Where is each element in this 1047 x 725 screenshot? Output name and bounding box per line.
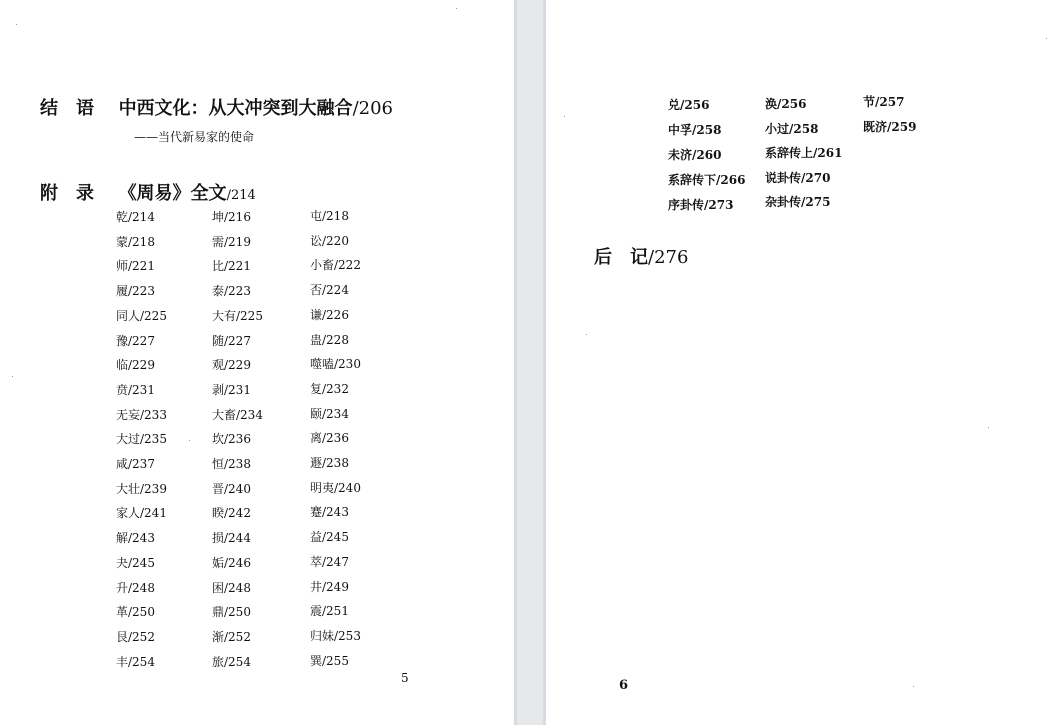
toc-entry: 乾/214 [116,210,155,224]
toc-entry: 坎/236 [212,432,251,447]
conclusion-subtitle: ——当代新易家的使命 [134,130,255,144]
toc-entry: 观/229 [212,358,251,373]
toc-entry: 大过/235 [116,432,167,447]
toc-entry: 否/224 [310,283,349,298]
toc-entry: 蛊/228 [310,332,349,347]
toc-entry: 未济/260 [668,148,722,162]
toc-entry: 晋/240 [212,481,251,496]
toc-entry: 蹇/243 [310,505,349,520]
toc-entry: 需/219 [212,234,251,249]
toc-entry: 豫/227 [116,333,155,348]
toc-entry: 遯/238 [310,456,349,470]
toc-entry: 益/245 [310,530,349,545]
toc-entry: 涣/256 [765,97,807,111]
toc-entry: 谦/226 [310,307,349,322]
toc-entry: 小过/258 [765,121,819,136]
toc-entry: 中孚/258 [668,123,722,137]
toc-entry: 既济/259 [863,119,917,134]
conclusion-label: 结 语 [40,98,94,119]
conclusion-page: /206 [352,98,393,119]
appendix-heading [40,179,256,205]
toc-entry: 解/243 [116,531,155,546]
toc-entry: 旅/254 [212,654,251,669]
toc-entry: 震/251 [310,604,349,619]
page-gutter [514,0,546,725]
toc-entry: 同人/225 [116,308,167,323]
toc-entry: 杂卦传/275 [765,195,831,210]
toc-entry: 鼎/250 [212,605,251,620]
toc-entry: 蒙/218 [116,234,155,249]
toc-entry: 序卦传/273 [668,198,734,212]
toc-entry: 姤/246 [212,555,251,570]
toc-entry: 巽/255 [310,653,349,668]
toc-entry: 离/236 [310,431,349,446]
toc-entry: 说卦传/270 [765,170,831,185]
toc-entry: 兑/256 [668,98,710,112]
toc-entry: 恒/238 [212,457,251,471]
toc-entry: 家人/241 [116,506,167,521]
right-page [546,0,1047,725]
toc-entry: 井/249 [310,579,349,594]
toc-entry: 坤/216 [212,210,251,224]
toc-entry: 节/257 [863,95,905,109]
toc-entry: 颐/234 [310,406,349,421]
toc-entry: 贲/231 [116,382,155,397]
toc-entry: 大有/225 [212,308,263,323]
toc-entry: 噬嗑/230 [310,357,361,372]
conclusion-heading [40,94,393,120]
toc-entry: 归妹/253 [310,628,361,643]
toc-entry: 困/248 [212,580,251,595]
toc-entry: 睽/242 [212,506,251,521]
toc-entry: 履/223 [116,284,155,299]
toc-entry: 萃/247 [310,554,349,569]
toc-entry: 系辞传上/261 [765,146,843,161]
toc-entry: 艮/252 [116,629,155,644]
toc-entry: 大壮/239 [116,481,167,496]
toc-entry: 比/221 [212,259,251,274]
toc-entry: 屯/218 [310,209,349,223]
toc-entry: 复/232 [310,381,349,396]
page-number: 6 [619,678,629,693]
toc-entry: 师/221 [116,259,155,274]
page-number: 5 [401,671,409,685]
toc-entry: 临/229 [116,358,155,373]
toc-entry: 升/248 [116,580,155,595]
toc-entry: 渐/252 [212,629,251,644]
toc-entry: 系辞传下/266 [668,173,746,187]
afterword-page: /276 [648,247,689,268]
afterword-label: 后 记 [594,247,648,268]
toc-entry: 无妄/233 [116,407,167,422]
toc-entry: 损/244 [212,531,251,546]
toc-entry: 革/250 [116,605,155,620]
conclusion-title: 中西文化：从大冲突到大融合 [118,98,353,119]
toc-entry: 夬/245 [116,555,155,570]
appendix-page: /214 [226,188,256,203]
toc-entry: 明夷/240 [310,480,361,495]
toc-entry: 随/227 [212,333,251,348]
toc-entry: 讼/220 [310,233,349,248]
toc-entry: 小畜/222 [310,258,361,273]
afterword-heading [594,243,688,269]
toc-entry: 丰/254 [116,654,155,669]
toc-entry: 剥/231 [212,382,251,397]
appendix-label: 附 录 [40,183,94,204]
appendix-title: 《周易》全文 [118,183,227,204]
left-page [0,0,514,725]
toc-entry: 咸/237 [116,457,155,471]
toc-entry: 泰/223 [212,284,251,299]
toc-entry: 大畜/234 [212,407,263,422]
